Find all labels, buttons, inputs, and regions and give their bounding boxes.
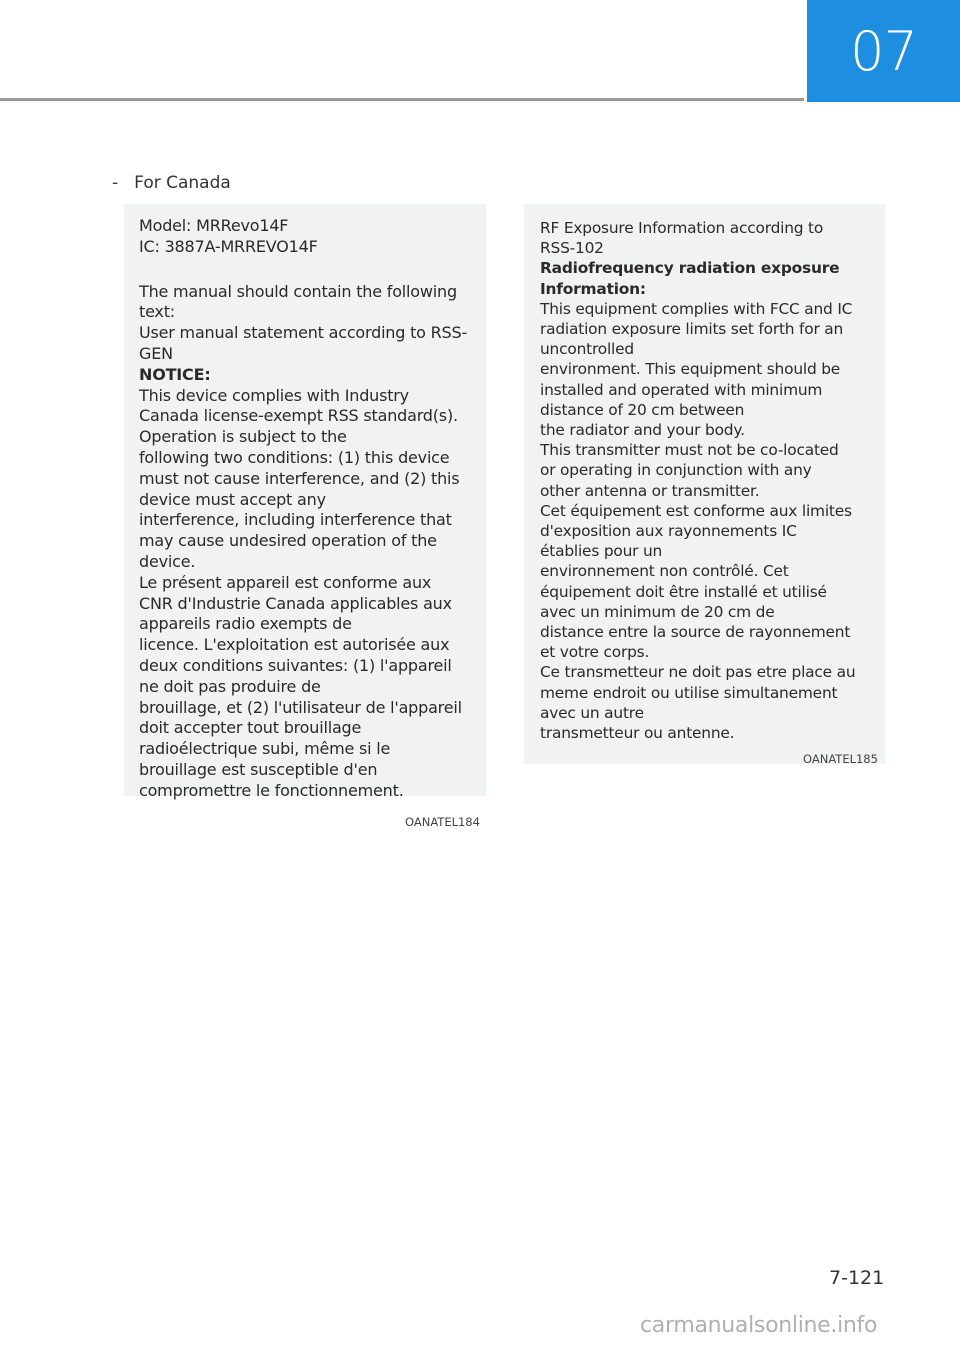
text-line: et votre corps.	[540, 643, 650, 662]
regulatory-statement-panel	[124, 204, 486, 800]
rf-heading-line: Information:	[540, 279, 646, 298]
text-line: RF Exposure Information according to	[540, 219, 824, 237]
image-code-right: OANATEL185	[803, 752, 878, 766]
text-line: This transmitter must not be co-located	[540, 441, 839, 460]
header-rule	[0, 98, 804, 101]
text-line: Canada license-exempt RSS standard(s).	[139, 406, 458, 426]
text-line: device must accept any	[139, 489, 326, 509]
text-line: installed and operated with minimum	[540, 380, 823, 399]
text-line: radioélectrique subi, même si le	[139, 739, 391, 759]
paragraph-gap	[139, 258, 476, 282]
text-line: environnement non contrôlé. Cet	[540, 562, 789, 581]
text-line: radiation exposure limits set forth for an	[540, 320, 844, 339]
text-line: d'exposition aux rayonnements IC	[540, 522, 797, 541]
text-line: brouillage, et (2) l'utilisateur de l'appareil	[139, 697, 462, 717]
rf-exposure-panel	[524, 204, 885, 764]
text-line: Ce transmetteur ne doit pas etre place au	[540, 663, 856, 682]
text-line: must not cause interference, and (2) this	[139, 468, 460, 488]
section-heading	[112, 173, 231, 193]
text-line: RSS-102	[540, 239, 604, 258]
text-line: or operating in conjunction with any	[540, 461, 812, 480]
text-line: avec un autre	[540, 703, 644, 722]
text-line: CNR d'Industrie Canada applicables aux	[139, 593, 452, 613]
text-line: compromettre le fonctionnement.	[139, 780, 404, 800]
text-line: avec un minimum de 20 cm de	[540, 602, 775, 621]
text-line: GEN	[139, 343, 173, 363]
text-line: may cause undesired operation of the	[139, 531, 437, 551]
text-line: text:	[139, 302, 175, 322]
text-line: transmetteur ou antenne.	[540, 724, 735, 743]
text-line: deux conditions suivantes: (1) l'appareil	[139, 655, 452, 675]
text-line: Cet équipement est conforme aux limites	[540, 501, 852, 520]
image-code-left: OANATEL184	[405, 815, 480, 829]
text-line: brouillage est susceptible d'en	[139, 759, 378, 779]
text-line: meme endroit ou utilise simultanement	[540, 683, 838, 702]
watermark: carmanualsonline.info	[640, 1313, 878, 1338]
text-line: environment. This equipment should be	[540, 360, 841, 379]
text-line: This device complies with Industry	[139, 385, 409, 405]
text-line: licence. L'exploitation est autorisée aux	[139, 635, 450, 655]
text-line: distance of 20 cm between	[540, 400, 745, 419]
text-line: User manual statement according to RSS-	[139, 323, 468, 343]
text-line: Le présent appareil est conforme aux	[139, 572, 432, 592]
text-line: other antenna or transmitter.	[540, 481, 760, 500]
rf-heading-line: Radiofrequency radiation exposure	[540, 259, 840, 278]
text-line: équipement doit être installé et utilisé	[540, 582, 827, 601]
notice-label: NOTICE:	[139, 364, 211, 384]
model-line: Model: MRRevo14F	[139, 216, 289, 235]
page-number: 7-121	[829, 1267, 885, 1289]
text-line: établies pour un	[540, 542, 663, 561]
text-line: The manual should contain the following	[139, 281, 457, 301]
text-line: doit accepter tout brouillage	[139, 718, 362, 738]
ic-line: IC: 3887A-MRREVO14F	[139, 236, 318, 256]
text-line: This equipment complies with FCC and IC	[540, 299, 853, 318]
text-line: ne doit pas produire de	[139, 676, 321, 696]
text-line: appareils radio exempts de	[139, 614, 352, 634]
text-line: distance entre la source de rayonnement	[540, 623, 851, 642]
chapter-tab: 07	[807, 0, 960, 102]
text-line: following two conditions: (1) this device	[139, 447, 450, 467]
heading-dash: -	[112, 173, 119, 193]
text-line: uncontrolled	[540, 340, 634, 359]
text-line: device.	[139, 551, 196, 571]
text-line: the radiator and your body.	[540, 421, 745, 440]
text-line: interference, including interference that	[139, 510, 452, 530]
text-line: Operation is subject to the	[139, 427, 347, 447]
heading-text: For Canada	[134, 173, 231, 193]
